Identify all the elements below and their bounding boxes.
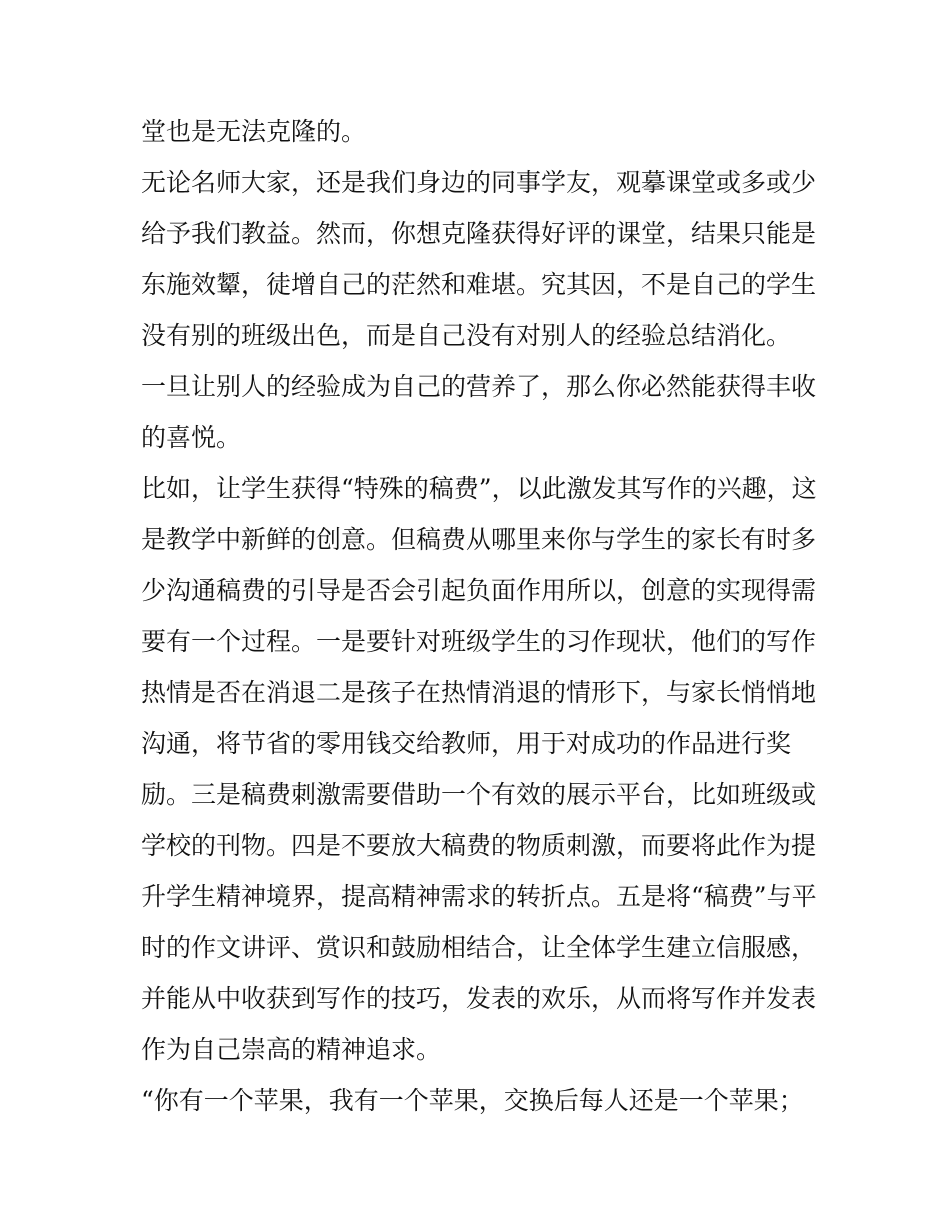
- text-line: 升学生精神境界，提高精神需求的转折点。五是将“稿费”与平: [141, 882, 817, 911]
- text-line: 是教学中新鲜的创意。但稿费从哪里来你与学生的家长有时多: [141, 525, 817, 554]
- text-line: 作为自己崇高的精神追求。: [141, 1035, 442, 1064]
- text-line: 热情是否在消退二是孩子在热情消退的情形下，与家长悄悄地: [141, 678, 817, 707]
- text-line: 沟通，将节省的零用钱交给教师，用于对成功的作品进行奖: [141, 729, 792, 758]
- text-line: 给予我们教益。然而，你想克隆获得好评的课堂，结果只能是: [141, 219, 817, 248]
- text-line: 比如，让学生获得“特殊的稿费”，以此激发其写作的兴趣，这: [141, 474, 817, 503]
- text-line: 时的作文讲评、赏识和鼓励相结合，让全体学生建立信服感，: [141, 933, 817, 962]
- text-line: 励。三是稿费刺激需要借助一个有效的展示平台，比如班级或: [141, 780, 817, 809]
- text-line: 一旦让别人的经验成为自己的营养了，那么你必然能获得丰收: [141, 372, 817, 401]
- text-line: 要有一个过程。一是要针对班级学生的习作现状，他们的写作: [141, 627, 817, 656]
- text-line: 并能从中收获到写作的技巧，发表的欢乐，从而将写作并发表: [141, 984, 817, 1013]
- text-line: 的喜悦。: [141, 423, 242, 452]
- text-line: 少沟通稿费的引导是否会引起负面作用所以，创意的实现得需: [141, 576, 817, 605]
- text-line: 学校的刊物。四是不要放大稿费的物质刺激，而要将此作为提: [141, 831, 817, 860]
- text-line: 无论名师大家，还是我们身边的同事学友，观摹课堂或多或少: [141, 168, 817, 197]
- text-line: 没有别的班级出色，而是自己没有对别人的经验总结消化。: [141, 321, 792, 350]
- text-line: 东施效颦，徒增自己的茫然和难堪。究其因，不是自己的学生: [141, 270, 817, 299]
- body-text: [141, 106, 821, 1126]
- text-line: “你有一个苹果，我有一个苹果，交换后每人还是一个苹果；: [141, 1086, 804, 1115]
- text-line: 堂也是无法克隆的。: [141, 117, 367, 146]
